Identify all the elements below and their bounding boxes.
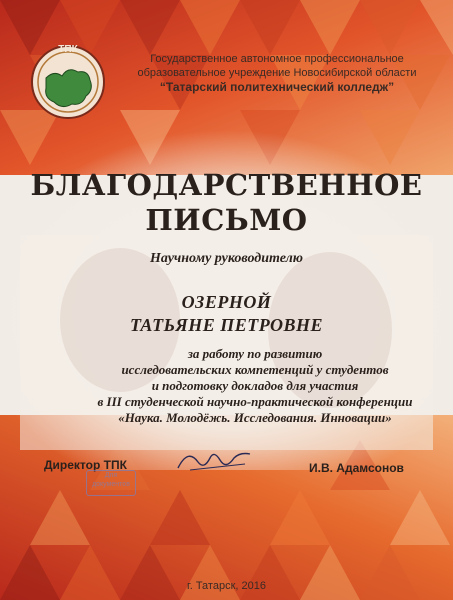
- reason-line: «Наука. Молодёжь. Исследования. Инновации»: [118, 410, 392, 425]
- organization-name: “Татарский политехнический колледж”: [159, 80, 395, 94]
- organization-header: [112, 52, 442, 94]
- handwritten-signature: [170, 440, 260, 480]
- certificate-title-line-2: ПИСЬМО: [145, 203, 308, 237]
- reason-line: в III студенческой научно-практической конференции: [97, 394, 413, 409]
- recipient-role: Научному руководителю: [150, 251, 303, 266]
- signatory-role: Директор ТПК: [44, 458, 127, 472]
- document-stamp: Для документов: [86, 470, 136, 496]
- signatory-name: И.В. Адамсонов: [309, 461, 404, 475]
- organization-line-1: Государственное автономное профессиональное: [150, 53, 404, 65]
- reason-line: за работу по развитию: [187, 346, 323, 361]
- recipient-given-names: ТАТЬЯНЕ ПЕТРОВНЕ: [129, 315, 324, 335]
- certificate-title-line-1: БЛАГОДАРСТВЕННОЕ: [30, 168, 423, 202]
- reason-text: [60, 346, 450, 426]
- reason-line: и подготовку докладов для участия: [151, 378, 359, 393]
- recipient-surname: ОЗЕРНОЙ: [181, 292, 272, 312]
- college-logo: [26, 38, 110, 122]
- svg-text:ТПК: ТПК: [58, 44, 78, 55]
- reason-line: исследовательских компетенций у студентов: [121, 362, 389, 377]
- organization-line-2: образовательное учреждение Новосибирской области: [137, 67, 417, 79]
- place-and-date: г. Татарск, 2016: [187, 580, 266, 592]
